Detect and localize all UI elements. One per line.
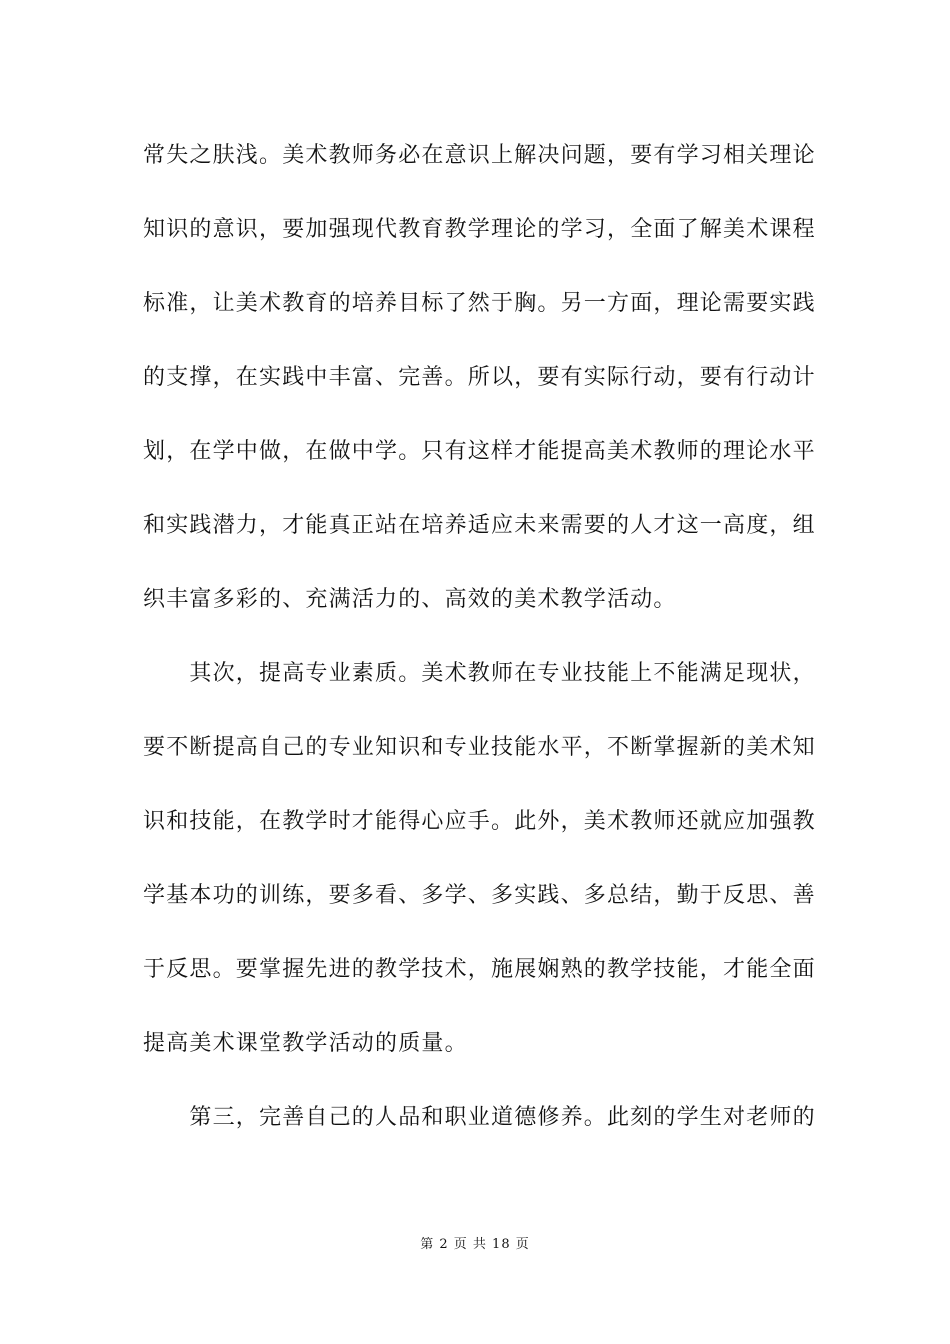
text-line: 学基本功的训练，要多看、多学、多实践、多总结，勤于反思、善 (143, 883, 816, 908)
text-line: 于反思。要掌握先进的教学技术，施展娴熟的教学技能，才能全面 (143, 957, 816, 982)
text-line: 的支撑，在实践中丰富、完善。所以，要有实际行动，要有行动计 (143, 365, 816, 390)
text-line: 第三，完善自己的人品和职业道德修养。此刻的学生对老师的 (143, 1105, 816, 1130)
text-line: 划，在学中做，在做中学。只有这样才能提高美术教师的理论水平 (143, 439, 816, 464)
text-line: 织丰富多彩的、充满活力的、高效的美术教学活动。 (143, 587, 677, 612)
body-text (143, 132, 816, 1168)
text-line: 标准，让美术教育的培养目标了然于胸。另一方面，理论需要实践 (143, 291, 816, 316)
text-line: 要不断提高自己的专业知识和专业技能水平，不断掌握新的美术知 (143, 735, 816, 760)
text-line: 提高美术课堂教学活动的质量。 (143, 1031, 468, 1056)
text-line: 知识的意识，要加强现代教育教学理论的学习，全面了解美术课程 (143, 217, 816, 242)
text-line: 识和技能，在教学时才能得心应手。此外，美术教师还就应加强教 (143, 809, 816, 834)
text-line: 和实践潜力，才能真正站在培养适应未来需要的人才这一高度，组 (143, 513, 816, 538)
text-line: 其次，提高专业素质。美术教师在专业技能上不能满足现状， (143, 661, 816, 686)
text-line: 常失之肤浅。美术教师务必在意识上解决问题，要有学习相关理论 (143, 143, 816, 168)
page-number-footer: 第 2 页 共 18 页 (420, 1237, 530, 1252)
